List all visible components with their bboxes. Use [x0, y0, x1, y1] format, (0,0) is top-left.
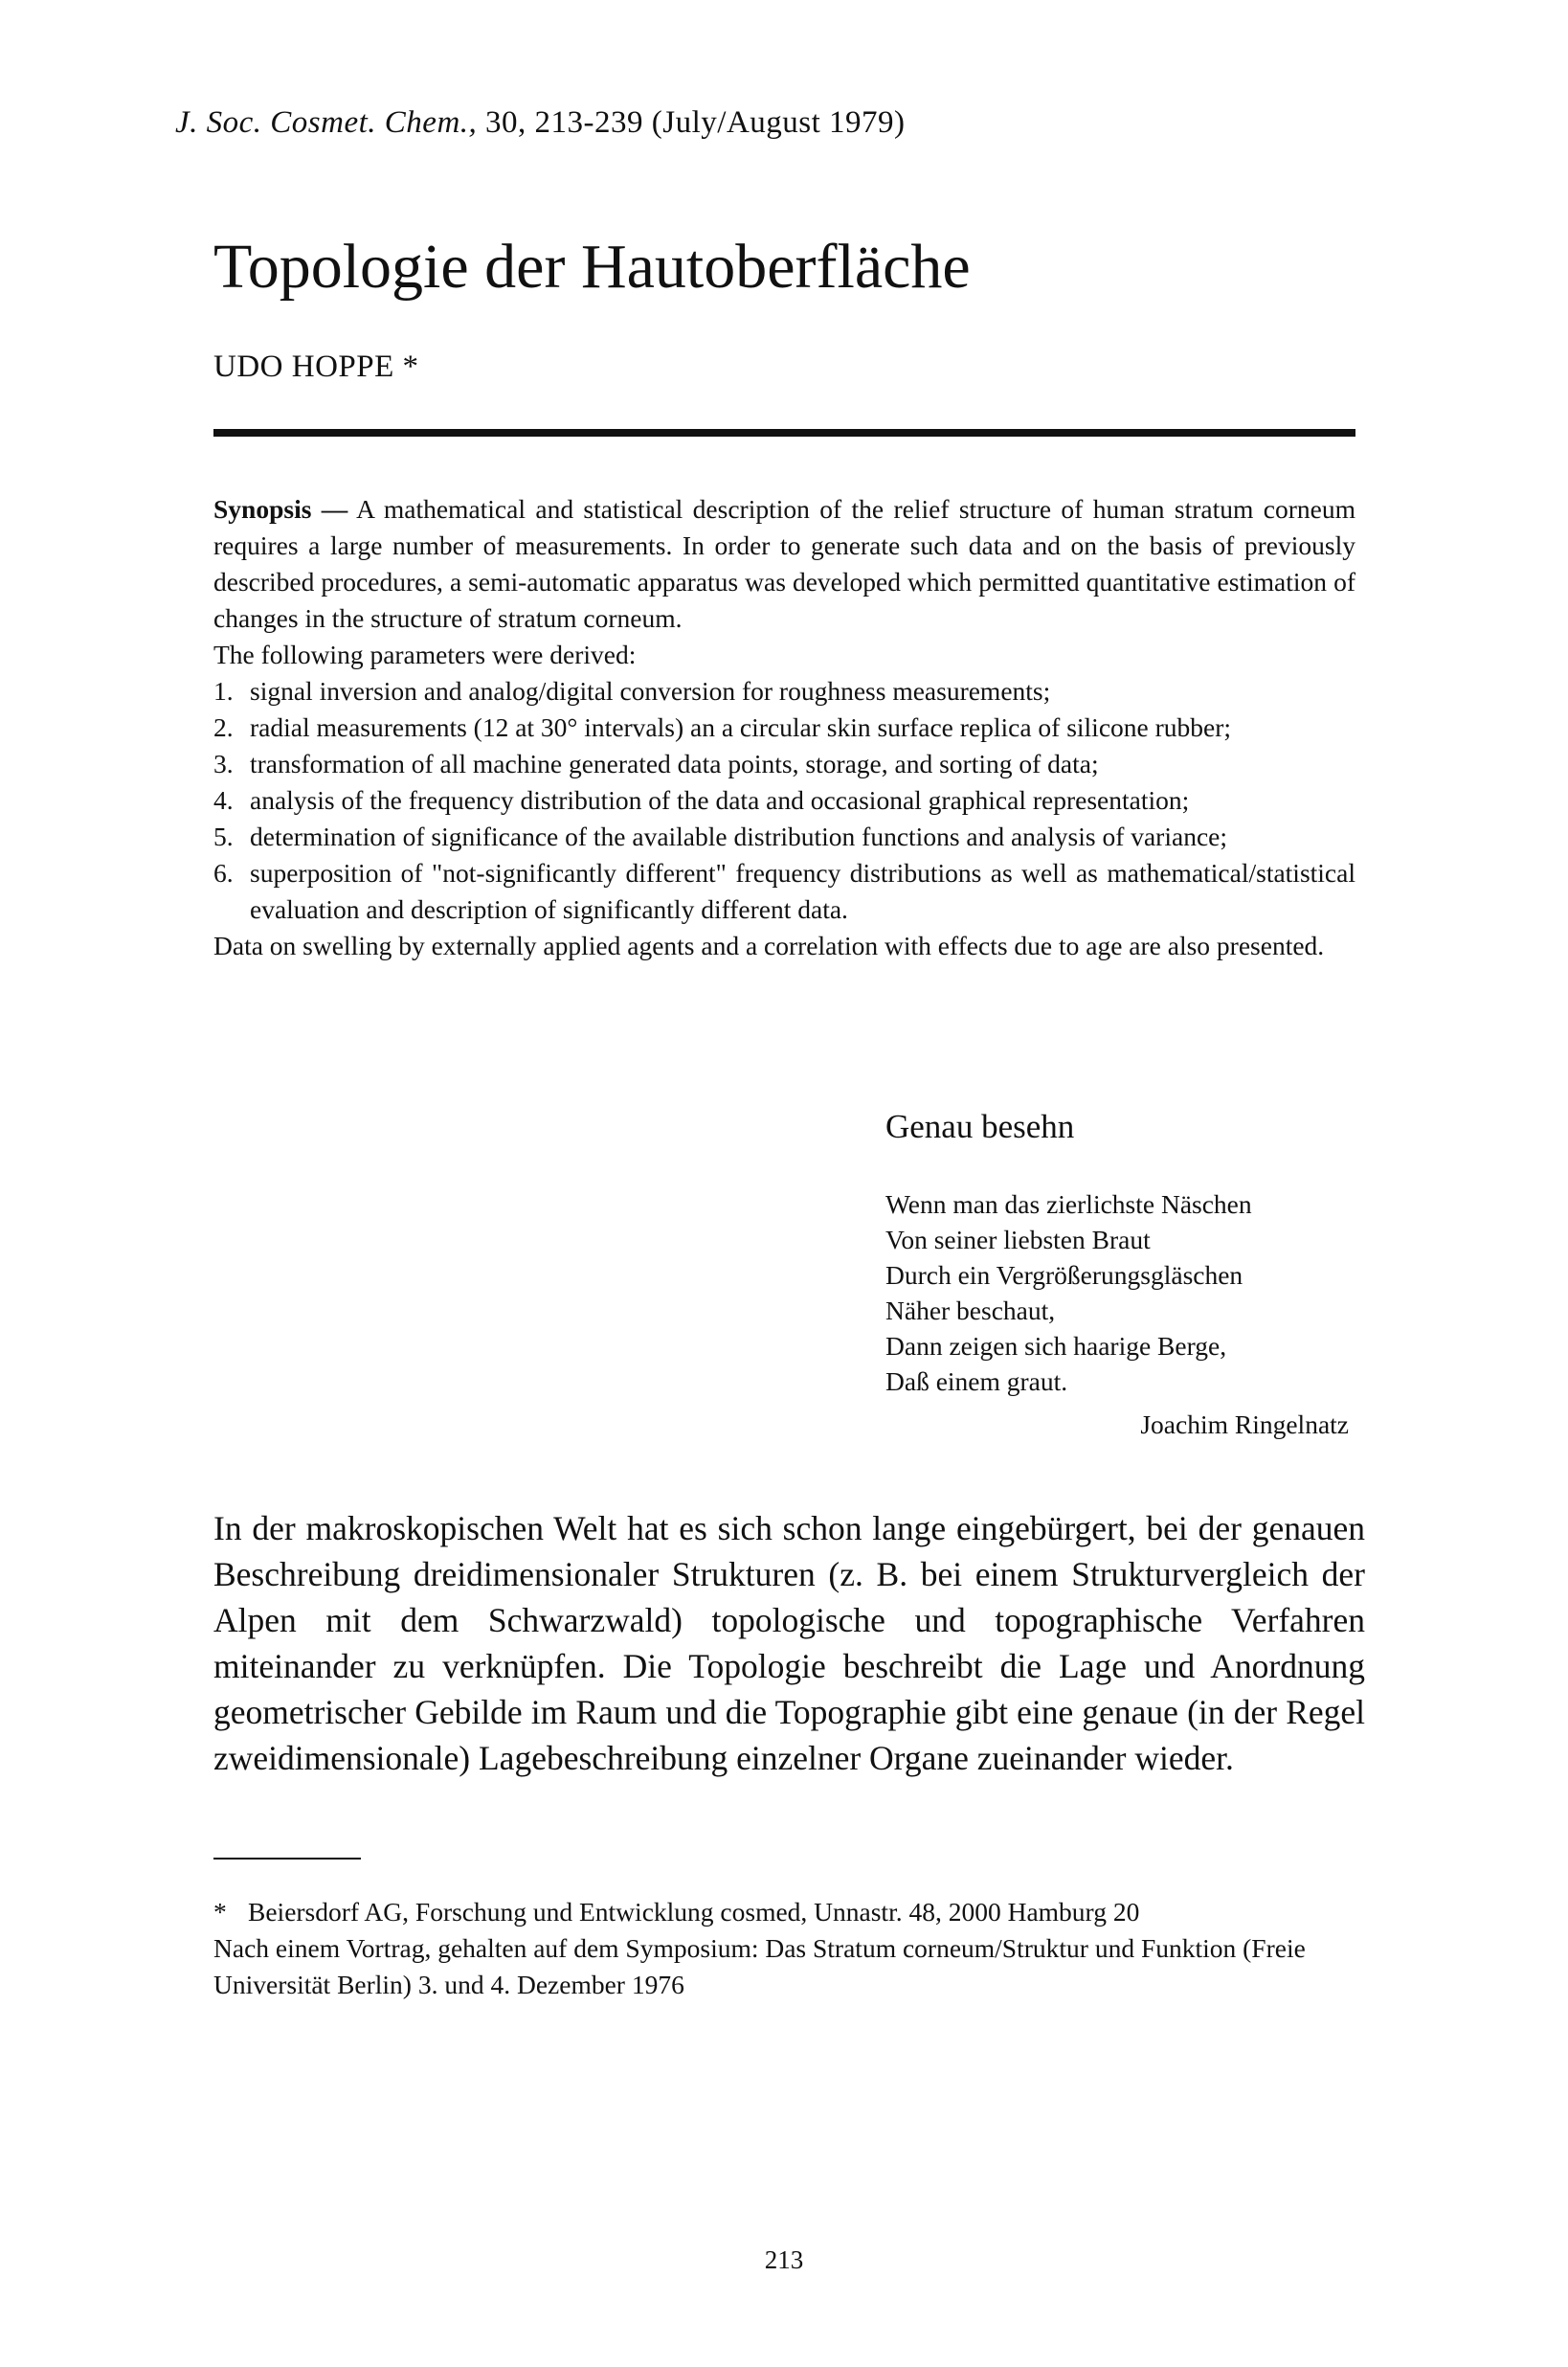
parameter-list [213, 673, 1355, 928]
poem-title: Genau besehn [885, 1108, 1075, 1145]
synopsis [213, 491, 1355, 964]
citation: 30, 213-239 (July/August 1979) [485, 105, 906, 140]
poem-line: Näher beschaut, [885, 1296, 1056, 1325]
list-item: 6. superposition of "not-significantly different" frequency distributions as well as mathematical/statistical evaluation and description of significantly different data. [213, 858, 1355, 924]
list-item: 5. determination of significance of the available distribution functions and analysis of variance; [213, 822, 1227, 851]
page-number: 213 [764, 2245, 804, 2274]
poem-author: Joachim Ringelnatz [1140, 1409, 1349, 1439]
article-author: UDO HOPPE * [213, 349, 419, 384]
footnote-affiliation-line [213, 1894, 1355, 1930]
list-item: 4. analysis of the frequency distribution of the data and occasional graphical representation; [213, 785, 1190, 815]
poem-line: Von seiner liebsten Braut [885, 1225, 1151, 1254]
synopsis-abstract [213, 491, 1355, 637]
list-item: 1. signal inversion and analog/digital conversion for roughness measurements; [213, 676, 1051, 706]
footnote [213, 1894, 1355, 2003]
synopsis-text: A mathematical and statistical description of the relief structure of human stratum corneum requires a large number of measurements. In order to generate such data and on the basis of previously described procedures, a semi-automatic apparatus was developed which permitted quantitative estimation of changes in the structure of stratum corneum. [213, 494, 1355, 633]
parameters-intro: The following parameters were derived: [213, 640, 637, 669]
footnote-rule [213, 1858, 361, 1860]
list-item: 2. radial measurements (12 at 30° intervals) an a circular skin surface replica of silicone rubber; [213, 712, 1232, 742]
poem-line: Daß einem graut. [885, 1366, 1068, 1396]
footnote-affiliation: Beiersdorf AG, Forschung und Entwicklung cosmed, Unnastr. 48, 2000 Hamburg 20 [248, 1897, 1140, 1927]
article-title: Topologie der Hautoberfläche [213, 232, 971, 302]
list-item: 3. transformation of all machine generated data points, storage, and sorting of data; [213, 749, 1099, 778]
title-rule [213, 429, 1355, 437]
poem-line: Wenn man das zierlichste Näschen [885, 1189, 1252, 1219]
synopsis-closing: Data on swelling by externally applied agents and a correlation with effects due to age are also presented. [213, 931, 1325, 960]
running-head [175, 105, 906, 141]
journal-name: J. Soc. Cosmet. Chem., [175, 105, 478, 140]
synopsis-label: Synopsis — [213, 494, 348, 524]
body-paragraph: In der makroskopischen Welt hat es sich schon lange eingebürgert, bei der genauen Beschreibung dreidimensionaler Strukturen (z. B. bei einem Strukturvergleich der Alpen mit dem Schwarzwald) topologische und topographische Verfahren miteinander zu verknüpfen. Die Topologie beschreibt die Lage und Anordnung geometrischer Gebilde im Raum und die Topographie gibt eine genaue (in der Regel zweidimensionale) Lagebeschreibung einzelner Organe zueinander wieder. [213, 1509, 1365, 1777]
footnote-note: Nach einem Vortrag, gehalten auf dem Symposium: Das Stratum corneum/Struktur und Funktion (Freie Universität Berlin) 3. und 4. Dezember 1976 [213, 1933, 1306, 1999]
poem-line: Dann zeigen sich haarige Berge, [885, 1331, 1227, 1361]
footnote-marker: * [213, 1897, 227, 1927]
poem-line: Durch ein Vergrößerungsgläschen [885, 1260, 1243, 1290]
epigraph-poem [885, 1109, 1364, 1442]
